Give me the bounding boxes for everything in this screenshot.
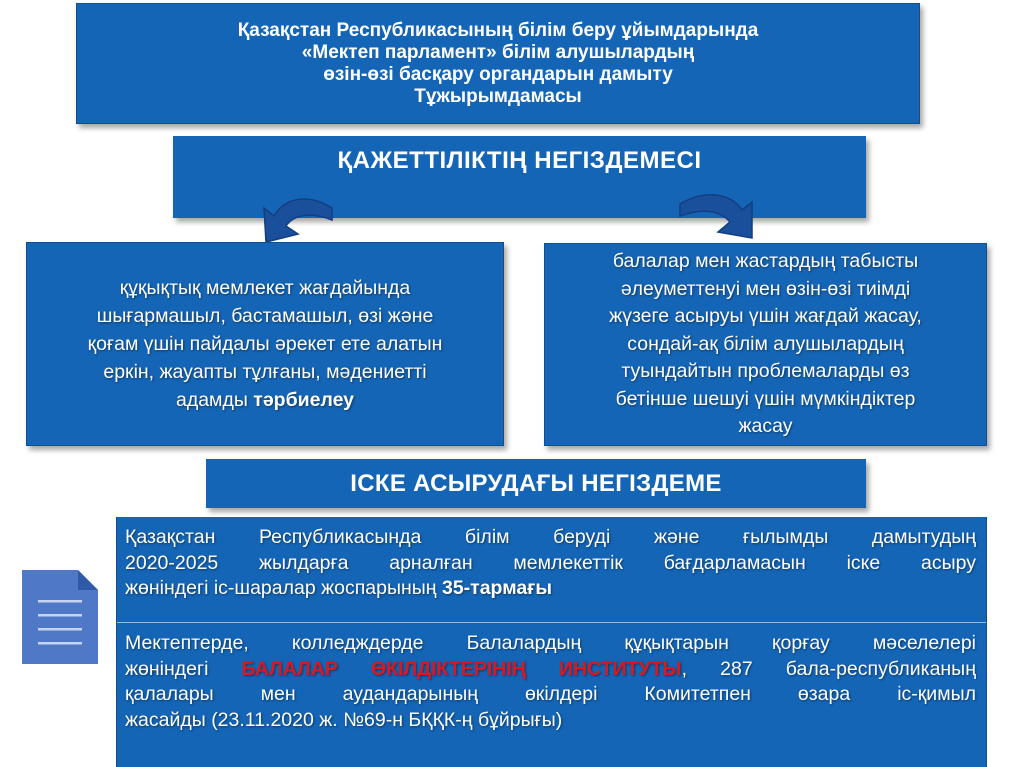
institute-line-4: жасайды (23.11.2020 ж. №69-н БҚҚК-ң бұйрығы) <box>125 708 563 731</box>
program-paragraph <box>125 525 976 602</box>
left-line-5 <box>176 386 354 414</box>
title-line-3: өзін-өзі басқару органдарын дамыту <box>323 63 673 85</box>
left-line-5-prefix: адамды <box>175 389 254 411</box>
left-line-1: құқықтық мемлекет жағдайында <box>119 277 411 299</box>
curved-arrow-down-right-icon <box>676 188 762 242</box>
program-line-3-prefix: жөніндегі іс-шаралар жоспарының <box>125 577 442 599</box>
program-line-2: 2020-2025 жылдарға арналған мемлекеттік бағдарламасын іске асыру <box>125 551 976 574</box>
left-line-3: қоғам үшін пайдалы әрекет ете алатын <box>87 333 443 355</box>
program-line-1: Қазақстан Республикасында білім беруді және ғылымды дамытудың <box>125 526 976 548</box>
right-line-1: балалар мен жастардың табысты <box>612 250 919 273</box>
left-line-2: шығармашыл, бастамашыл, өзі және <box>96 305 434 327</box>
program-item-number: 35-тармағы <box>441 577 552 599</box>
right-line-2: әлеуметтенуі мен өзін-өзі тиімді <box>620 277 911 300</box>
document-icon <box>18 566 102 668</box>
institute-line-2-suffix: , 287 бала-республиканың <box>681 657 976 680</box>
institute-paragraph <box>125 631 976 733</box>
institute-line-3: қалалары мен аудандарының өкілдері Комитетпен өзара іс-қимыл <box>125 683 976 705</box>
concept-title-box <box>76 3 920 124</box>
institute-line-1: Мектептерде, колледждерде Балалардың құқықтарын қорғау мәселелері <box>125 632 976 654</box>
left-goal-box <box>26 242 504 446</box>
needs-heading: ҚАЖЕТТІЛІКТІҢ НЕГІЗДЕМЕСІ <box>337 147 702 174</box>
right-line-5: туындайтын проблемаларды өз <box>621 360 910 383</box>
right-goal-box <box>544 243 987 446</box>
title-line-1: Қазақстан Республикасының білім беру ұйымдарында <box>237 19 759 41</box>
right-line-4: сондай-ақ білім алушылардың <box>627 332 904 355</box>
program-line-3 <box>125 576 976 602</box>
institute-line-2-prefix: жөніндегі <box>125 657 242 680</box>
left-line-4: еркін, жауапты тұлғаны, мәдениетті <box>103 361 427 383</box>
institute-line-2 <box>125 657 976 683</box>
paragraph-divider <box>117 622 986 623</box>
left-line-5-bold: тәрбиелеу <box>253 389 355 411</box>
implementation-heading-box <box>206 459 866 508</box>
title-line-2: «Мектеп парламент» білім алушылардың <box>301 41 695 63</box>
right-line-3: жүзеге асыруы үшін жағдай жасау, <box>609 305 922 328</box>
right-line-6: бетінше шешуі үшін мүмкіндіктер <box>615 387 916 410</box>
curved-arrow-down-left-icon <box>258 190 338 250</box>
right-line-7: жасау <box>738 415 793 438</box>
implementation-heading: ІСКЕ АСЫРУДАҒЫ НЕГІЗДЕМЕ <box>350 469 722 497</box>
implementation-details-box <box>116 517 987 767</box>
title-line-4: Тұжырымдамасы <box>414 85 582 107</box>
institute-name-highlight: БАЛАЛАР ӨКІЛДІКТЕРІНІҢ ИНСТИТУТЫ <box>241 657 682 680</box>
